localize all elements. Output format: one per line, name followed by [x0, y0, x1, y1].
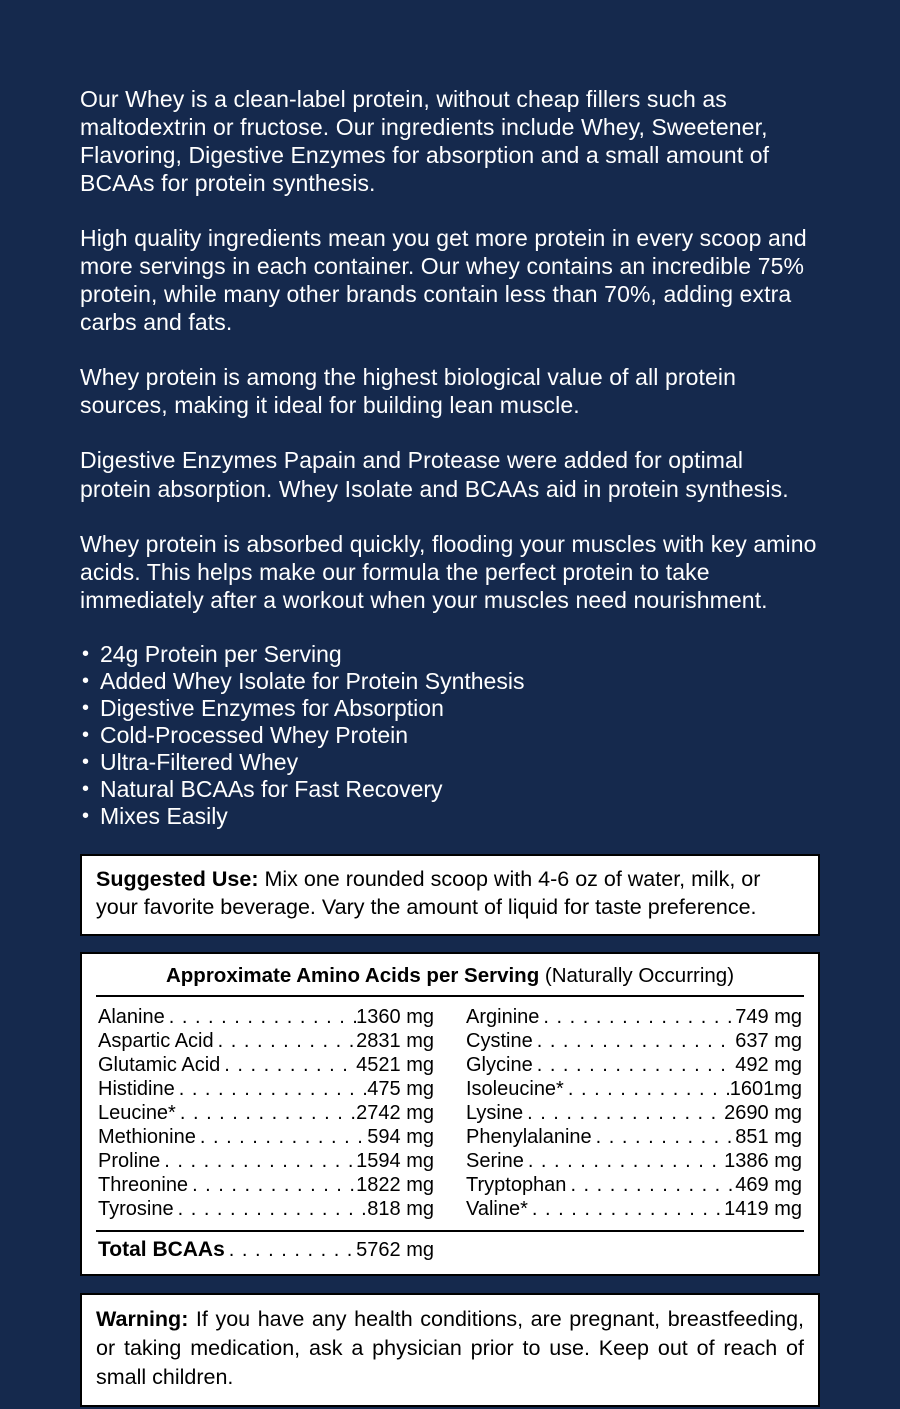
dot-leader	[174, 1197, 368, 1221]
amino-name: Proline	[98, 1149, 161, 1172]
feature-list	[80, 641, 820, 830]
amino-value: 1594 mg	[356, 1149, 434, 1172]
amino-row	[98, 1197, 434, 1221]
suggested-use-text: Mix one rounded scoop with 4-6 oz of water, milk, or your favorite beverage. Vary the amount of liquid for taste preference.	[96, 866, 761, 920]
amino-table-footer	[96, 1230, 804, 1264]
amino-row	[466, 1005, 802, 1029]
dot-leader	[528, 1197, 724, 1221]
amino-value: 475 mg	[367, 1077, 434, 1100]
amino-table-title-main: Approximate Amino Acids per Serving	[165, 963, 540, 987]
amino-value: 4521 mg	[356, 1053, 434, 1076]
dot-leader	[539, 1005, 735, 1029]
amino-name: Cystine	[466, 1029, 533, 1052]
amino-row	[466, 1053, 802, 1077]
amino-value: 492 mg	[735, 1053, 802, 1076]
amino-row	[466, 1197, 802, 1221]
amino-name: Isoleucine*	[466, 1077, 564, 1100]
dot-leader	[566, 1173, 735, 1197]
amino-name: Tyrosine	[98, 1197, 174, 1220]
amino-row	[98, 1005, 434, 1029]
dot-leader	[523, 1101, 724, 1125]
amino-name: Glutamic Acid	[98, 1053, 221, 1076]
amino-value: 749 mg	[735, 1005, 802, 1028]
dot-leader	[188, 1173, 356, 1197]
dot-leader	[592, 1125, 736, 1149]
amino-value: 594 mg	[367, 1125, 434, 1148]
amino-name: Methionine	[98, 1125, 196, 1148]
paragraph: Whey protein is among the highest biological value of all protein sources, making it ideal for building lean muscle.	[80, 364, 736, 419]
amino-column-left	[98, 1005, 434, 1221]
amino-value: 1360 mg	[356, 1005, 434, 1028]
warning-box	[80, 1293, 820, 1407]
dot-leader	[533, 1029, 736, 1053]
amino-row	[98, 1125, 434, 1149]
amino-name: Aspartic Acid	[98, 1029, 214, 1052]
dot-leader	[175, 1077, 368, 1101]
dot-leader	[165, 1005, 356, 1029]
dot-leader	[214, 1029, 357, 1053]
feature-item: • Ultra-Filtered Whey	[80, 749, 820, 776]
amino-value: 2742 mg	[356, 1101, 434, 1124]
warning-text: If you have any health conditions, are pregnant, breastfeeding, or taking medication, ask a physician prior to use. Keep out of reach of small children.	[96, 1306, 804, 1389]
total-bcaas-value: 5762 mg	[356, 1238, 434, 1261]
amino-row	[466, 1077, 802, 1101]
amino-value: 851 mg	[735, 1125, 802, 1148]
product-description	[80, 85, 820, 614]
amino-name: Arginine	[466, 1005, 540, 1028]
amino-value: 1601mg	[729, 1077, 802, 1100]
dot-leader	[176, 1101, 356, 1125]
paragraph: Whey protein is absorbed quickly, flooding your muscles with key amino acids. This helps make our formula the perfect protein to take immediately after a workout when your muscles need nourishment.	[80, 530, 817, 613]
dot-leader	[564, 1077, 730, 1101]
feature-item: • Digestive Enzymes for Absorption	[80, 695, 820, 722]
amino-row	[98, 1077, 434, 1101]
amino-name: Phenylalanine	[466, 1125, 592, 1148]
feature-item: • 24g Protein per Serving	[80, 641, 820, 668]
dot-leader	[160, 1149, 356, 1173]
total-bcaas-row	[98, 1238, 434, 1262]
amino-value: 1386 mg	[724, 1149, 802, 1172]
paragraph: High quality ingredients mean you get more protein in every scoop and more servings in each container. Our whey contains an incredible 75% protein, while many other brands contain less than 70%, adding extra carbs and fats.	[80, 225, 807, 336]
amino-value: 2831 mg	[356, 1029, 434, 1052]
amino-acids-table	[80, 952, 820, 1276]
amino-value: 2690 mg	[724, 1101, 802, 1124]
suggested-use-label: Suggested Use:	[96, 866, 259, 891]
amino-row	[466, 1173, 802, 1197]
amino-name: Histidine	[98, 1077, 175, 1100]
amino-value: 818 mg	[367, 1197, 434, 1220]
amino-row	[98, 1029, 434, 1053]
amino-name: Threonine	[98, 1173, 189, 1196]
amino-value: 1822 mg	[356, 1173, 434, 1196]
paragraph: Digestive Enzymes Papain and Protease were added for optimal protein absorption. Whey Isolate and BCAAs aid in protein synthesis.	[80, 447, 789, 502]
amino-row	[466, 1125, 802, 1149]
dot-leader	[220, 1053, 356, 1077]
amino-value: 469 mg	[735, 1173, 802, 1196]
amino-value: 1419 mg	[724, 1197, 802, 1220]
feature-item: • Cold-Processed Whey Protein	[80, 722, 820, 749]
amino-row	[466, 1029, 802, 1053]
amino-row	[466, 1149, 802, 1173]
amino-table-title-note: (Naturally Occurring)	[539, 963, 735, 987]
amino-column-right	[466, 1005, 802, 1221]
amino-name: Serine	[466, 1149, 524, 1172]
amino-name: Glycine	[466, 1053, 533, 1076]
dot-leader	[533, 1053, 736, 1077]
amino-table-title	[96, 960, 804, 997]
dot-leader	[524, 1149, 724, 1173]
feature-item: • Natural BCAAs for Fast Recovery	[80, 776, 820, 803]
amino-row	[98, 1173, 434, 1197]
dot-leader	[196, 1125, 367, 1149]
feature-item: • Mixes Easily	[80, 803, 820, 830]
amino-value: 637 mg	[735, 1029, 802, 1052]
amino-table-body	[96, 997, 804, 1230]
total-bcaas-label: Total BCAAs	[98, 1237, 225, 1261]
feature-item: • Added Whey Isolate for Protein Synthesis	[80, 668, 820, 695]
amino-row	[98, 1053, 434, 1077]
suggested-use-box	[80, 854, 820, 936]
amino-row	[466, 1101, 802, 1125]
amino-row	[98, 1101, 434, 1125]
amino-name: Leucine*	[98, 1101, 176, 1124]
amino-name: Lysine	[466, 1101, 524, 1124]
dot-leader	[225, 1238, 356, 1262]
amino-name: Alanine	[98, 1005, 165, 1028]
amino-name: Tryptophan	[466, 1173, 567, 1196]
amino-name: Valine*	[466, 1197, 528, 1220]
warning-label: Warning:	[96, 1306, 189, 1331]
amino-row	[98, 1149, 434, 1173]
paragraph: Our Whey is a clean-label protein, without cheap fillers such as maltodextrin or fructose. Our ingredients include Whey, Sweetener, Flavoring, Digestive Enzymes for absorption and a small amount of BCAAs for protein synthesis.	[80, 86, 770, 197]
